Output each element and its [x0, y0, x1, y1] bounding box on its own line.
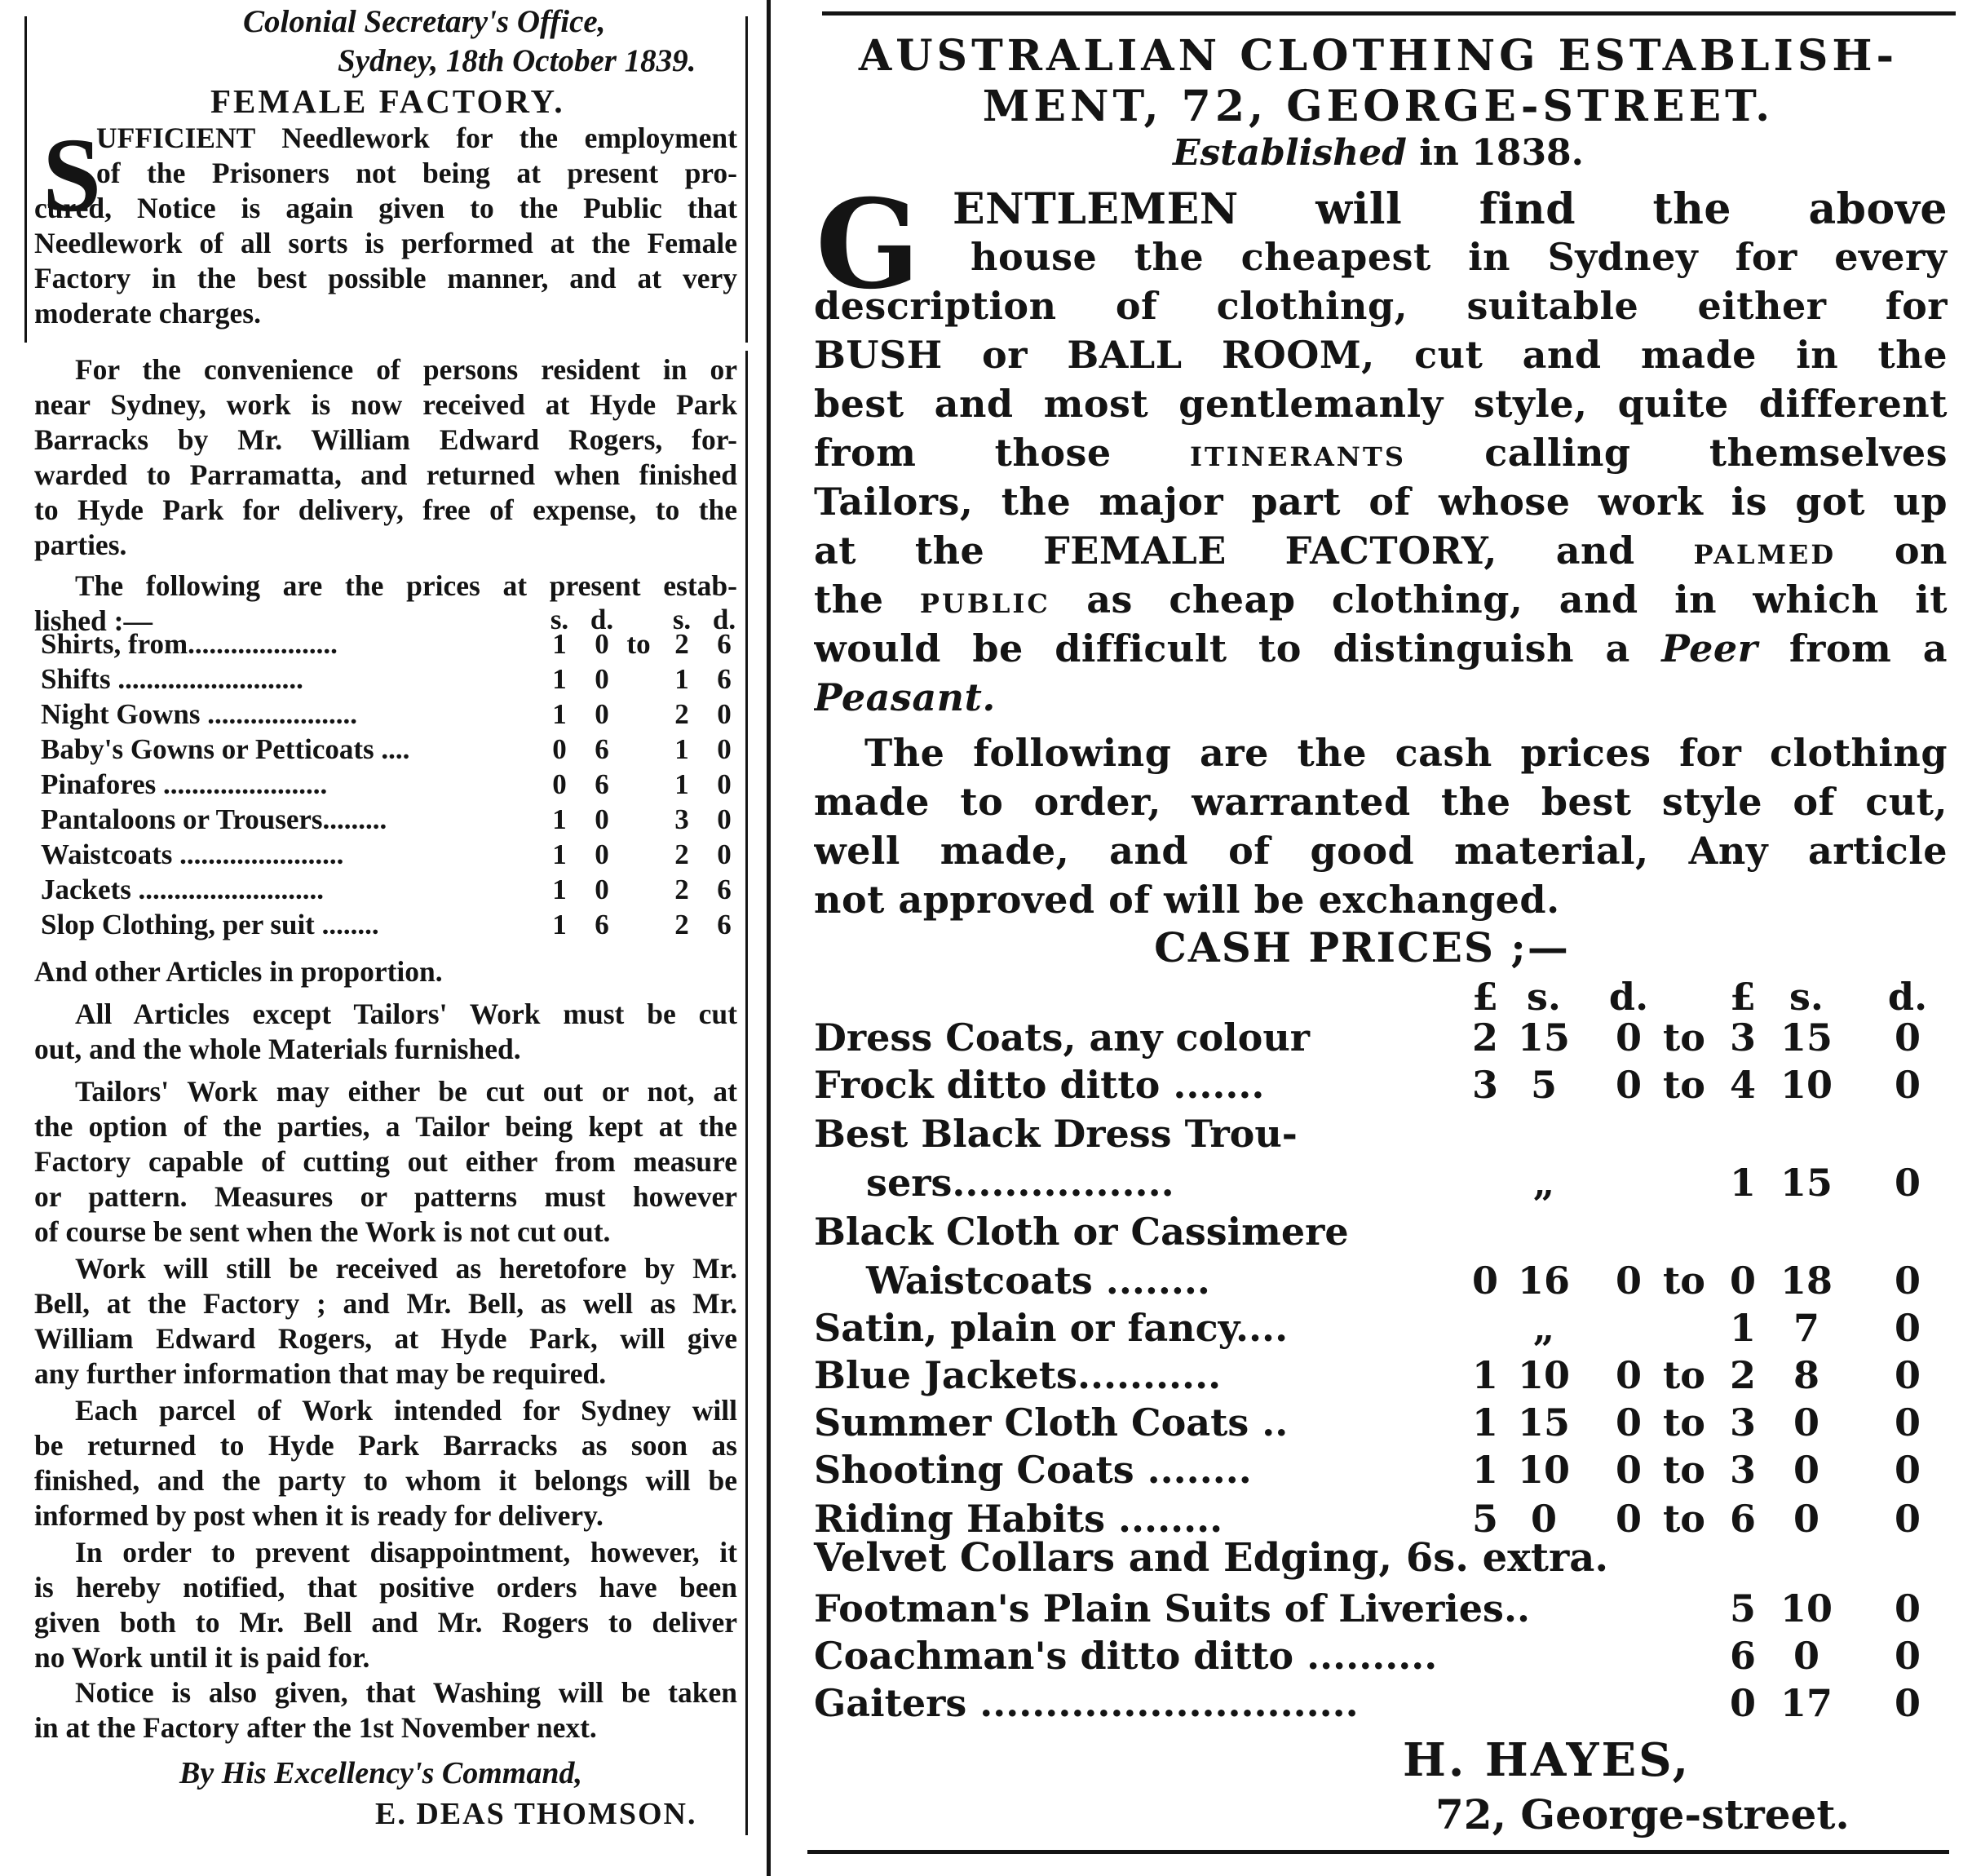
text-line: Notice is also given, that Washing will be taken	[75, 1676, 737, 1709]
cash-s2: 0	[1793, 1400, 1819, 1445]
text-line: lished :—	[34, 604, 153, 637]
price-d2: 0	[717, 838, 732, 870]
price-s1: 0	[552, 768, 567, 800]
cash-row	[807, 1210, 1957, 1257]
cash-l: 6	[1729, 1634, 1756, 1678]
female-factory-notice	[34, 0, 737, 1876]
cash-row	[807, 1015, 1957, 1063]
text-line: moderate charges.	[34, 297, 261, 330]
text-line: Needlework of all sorts is performed at the Female	[34, 227, 737, 259]
cash-row	[807, 1400, 1957, 1448]
command-line: By His Excellency's Command,	[179, 1756, 582, 1790]
text-line: All Articles except Tailors' Work must be cut	[75, 998, 737, 1030]
cash-l1: 1	[1471, 1400, 1498, 1445]
text-line: For the convenience of persons resident in or	[75, 353, 737, 386]
text-line: Barracks by Mr. William Edward Rogers, for-	[34, 423, 737, 456]
cash-l2: 2	[1729, 1353, 1756, 1397]
price-item: Shirts, from.....................	[41, 628, 338, 660]
price-d1: 6	[595, 909, 609, 940]
cash-l2: 0	[1729, 1259, 1756, 1303]
ad-line	[814, 577, 1948, 628]
cash-s2: 15	[1780, 1015, 1833, 1060]
col-header: s.	[1789, 975, 1824, 1019]
price-s2: 1	[674, 733, 689, 765]
cash-item: Coachman's ditto ditto ..........	[814, 1634, 1438, 1678]
price-row	[41, 698, 742, 733]
cash-s2: 18	[1780, 1259, 1833, 1303]
cash-s1: 0	[1530, 1497, 1557, 1541]
cash-item: Satin, plain or fancy....	[814, 1306, 1289, 1350]
cash-l2: 6	[1729, 1497, 1756, 1541]
text-line: given both to Mr. Bell and Mr. Rogers to deliver	[34, 1606, 737, 1639]
cash-s2: 8	[1793, 1353, 1819, 1397]
text-line: parties.	[34, 529, 127, 561]
ad-line: ENTLEMEN will find the above	[953, 184, 1948, 234]
price-item: Pinafores .......................	[41, 768, 328, 800]
price-d1: 6	[595, 733, 609, 765]
cash-s: 17	[1780, 1681, 1833, 1725]
price-d2: 6	[717, 628, 732, 660]
ad-text: PUBLIC	[919, 588, 1050, 619]
cash-row	[807, 1448, 1957, 1495]
price-d2: 6	[717, 874, 732, 905]
price-item: Waistcoats .......................	[41, 838, 344, 870]
ad-line: description of clothing, suitable either for	[814, 284, 1948, 328]
cash-d2: 0	[1894, 1063, 1921, 1107]
col-header: £	[1471, 975, 1498, 1019]
cash-s1: 5	[1530, 1063, 1557, 1107]
cash-d1: 0	[1615, 1353, 1642, 1397]
text-line: Factory capable of cutting out either from measure	[34, 1145, 737, 1178]
cash-s2: 15	[1780, 1161, 1833, 1205]
price-d1: 0	[595, 803, 609, 835]
text-line: Bell, at the Factory ; and Mr. Bell, as well as Mr.	[34, 1287, 737, 1320]
text-line: William Edward Rogers, at Hyde Park, will give	[34, 1322, 737, 1355]
cash-s1: 16	[1517, 1259, 1570, 1303]
cash-d1: 0	[1615, 1015, 1642, 1060]
price-s1: 1	[552, 803, 567, 835]
col-header: d.	[590, 604, 614, 635]
text-line: or pattern. Measures or patterns must however	[34, 1180, 737, 1213]
cash-l1: 1	[1471, 1353, 1498, 1397]
col-header: d.	[712, 604, 736, 635]
cash-row	[807, 1634, 1957, 1681]
cash-d: 0	[1894, 1681, 1921, 1725]
price-d2: 6	[717, 663, 732, 695]
col-header: d.	[1608, 975, 1649, 1019]
price-s1: 1	[552, 874, 567, 905]
text-line: warded to Parramatta, and returned when finished	[34, 458, 737, 491]
ad-line: Peasant.	[814, 675, 996, 719]
cash-item: Waistcoats ........	[814, 1259, 1210, 1303]
cash-s2: 7	[1793, 1306, 1819, 1350]
text-line: Factory in the best possible manner, and at very	[34, 262, 737, 294]
price-d1: 0	[595, 838, 609, 870]
cash-s2: 0	[1793, 1497, 1819, 1541]
cash-item: Frock ditto ditto .......	[814, 1063, 1265, 1107]
column-rule	[745, 351, 748, 1835]
price-d2: 0	[717, 803, 732, 835]
col-header: s.	[1527, 975, 1561, 1019]
price-d2: 0	[717, 698, 732, 730]
office-line-2: Sydney, 18th October 1839.	[338, 43, 696, 78]
cash-item: Blue Jackets...........	[814, 1353, 1222, 1397]
text-line: In order to prevent disappointment, however, it	[75, 1536, 737, 1568]
ad-text: calling themselves	[1484, 431, 1948, 475]
ad-line: BUSH or BALL ROOM, cut and made in the	[814, 333, 1948, 377]
cash-item: Gaiters .............................	[814, 1681, 1359, 1725]
ad-headline-2: MENT, 72, GEORGE-STREET.	[982, 82, 1775, 131]
price-d1: 0	[595, 874, 609, 905]
cash-d2: 0	[1894, 1448, 1921, 1492]
ad-line: house the cheapest in Sydney for every	[971, 235, 1948, 279]
price-s2: 2	[674, 874, 689, 905]
price-item: Baby's Gowns or Petticoats ....	[41, 733, 410, 765]
cash-row	[807, 1161, 1957, 1208]
price-row	[41, 663, 742, 698]
top-rule	[822, 11, 1956, 15]
price-s1: 1	[552, 838, 567, 870]
price-d1: 0	[595, 663, 609, 695]
text-line: Tailors' Work may either be cut out or not, at	[75, 1075, 737, 1108]
cash-l2: 3	[1729, 1400, 1756, 1445]
established-year: in 1838.	[1419, 132, 1584, 174]
cash-d: 0	[1894, 1586, 1921, 1630]
velvet-line: Velvet Collars and Edging, 6s. extra.	[814, 1535, 1609, 1581]
cash-s1: 10	[1517, 1448, 1570, 1492]
cash-l1: 5	[1471, 1497, 1498, 1541]
ad-text: Peer	[1661, 626, 1758, 670]
col-header: £	[1729, 975, 1756, 1019]
clothing-advertisement	[807, 0, 1972, 1876]
price-to: to	[626, 628, 651, 660]
ad-line	[814, 626, 1948, 677]
cash-s2: 10	[1780, 1063, 1833, 1107]
price-item: Pantaloons or Trousers.........	[41, 803, 387, 835]
cash-row	[807, 1112, 1957, 1159]
text-line: to Hyde Park for delivery, free of expense, to the	[34, 493, 737, 526]
text-line: any further information that may be required.	[34, 1357, 607, 1390]
price-row	[41, 733, 742, 768]
ad-headline-1: AUSTRALIAN CLOTHING ESTABLISH-	[858, 31, 1899, 81]
drop-cap: G	[816, 173, 921, 316]
cash-d2: 0	[1894, 1259, 1921, 1303]
text-line: informed by post when it is ready for delivery.	[34, 1499, 604, 1532]
price-s2: 2	[674, 698, 689, 730]
price-row	[41, 768, 742, 803]
cash-d2: 0	[1894, 1306, 1921, 1350]
cash-s1: 10	[1517, 1353, 1570, 1397]
notice-title: FEMALE FACTORY.	[210, 82, 565, 120]
advertiser-name: H. HAYES,	[1403, 1733, 1691, 1787]
cash-to: to	[1663, 1497, 1705, 1541]
cash-item: Summer Cloth Coats ..	[814, 1400, 1289, 1445]
cash-l1: 0	[1471, 1259, 1498, 1303]
price-item: Shifts ..........................	[41, 663, 303, 695]
office-line-1: Colonial Secretary's Office,	[243, 4, 606, 39]
ad-line: best and most gentlemanly style, quite different	[814, 382, 1948, 426]
price-s2: 2	[674, 628, 689, 660]
cash-d1: 0	[1615, 1448, 1642, 1492]
cash-to: to	[1663, 1448, 1705, 1492]
cash-row	[807, 1259, 1957, 1306]
cash-d: 0	[1894, 1634, 1921, 1678]
ad-line: not approved of will be exchanged.	[814, 878, 1560, 922]
price-d2: 6	[717, 909, 732, 940]
page-divider	[767, 0, 771, 1876]
cash-l1: 3	[1471, 1063, 1498, 1107]
cash-s: 10	[1780, 1586, 1833, 1630]
bottom-rule	[807, 1850, 1949, 1854]
price-s2: 3	[674, 803, 689, 835]
drop-cap: S	[42, 117, 102, 234]
cash-d2: 0	[1894, 1400, 1921, 1445]
cash-l2: 1	[1729, 1306, 1756, 1350]
ad-text: the	[814, 577, 884, 622]
cash-d2: 0	[1894, 1161, 1921, 1205]
cash-d2: 0	[1894, 1497, 1921, 1541]
column-rule	[24, 16, 27, 343]
price-d1: 0	[595, 698, 609, 730]
cash-to: to	[1663, 1259, 1705, 1303]
cash-prices-title: CASH PRICES ;—	[1154, 923, 1570, 971]
price-s2: 2	[674, 838, 689, 870]
cash-s: 0	[1793, 1634, 1819, 1678]
text-line: UFFICIENT Needlework for the employment	[96, 122, 737, 154]
price-s2: 1	[674, 663, 689, 695]
ad-text: would be difficult to distinguish a	[814, 626, 1630, 670]
ad-text: as cheap clothing, and in which it	[1086, 577, 1948, 622]
text-line: finished, and the party to whom it belongs will be	[34, 1464, 737, 1497]
cash-to: to	[1663, 1063, 1705, 1107]
cash-to: to	[1663, 1015, 1705, 1060]
price-row	[41, 874, 742, 909]
established-label: Established	[1173, 132, 1407, 174]
cash-l2: 3	[1729, 1448, 1756, 1492]
ad-line	[814, 529, 1948, 579]
ad-text: from a	[1789, 626, 1948, 670]
cash-l1: 1	[1471, 1448, 1498, 1492]
column-rule	[745, 16, 748, 343]
price-row	[41, 909, 742, 944]
cash-d1: 0	[1615, 1063, 1642, 1107]
ad-text: ITINERANTS	[1189, 441, 1406, 472]
price-d1: 6	[595, 768, 609, 800]
text-line: near Sydney, work is now received at Hyde Park	[34, 388, 737, 421]
cash-s1: 15	[1517, 1400, 1570, 1445]
price-row	[41, 628, 742, 663]
cash-row	[807, 1681, 1957, 1728]
text-line: of course be sent when the Work is not cut out.	[34, 1215, 611, 1248]
cash-l2: 1	[1729, 1161, 1756, 1205]
text-line: of the Prisoners not being at present pro-	[96, 157, 737, 189]
cash-l: 5	[1729, 1586, 1756, 1630]
cash-d2: 0	[1894, 1353, 1921, 1397]
cash-to: to	[1663, 1400, 1705, 1445]
price-item: Night Gowns .....................	[41, 698, 357, 730]
text-line: be returned to Hyde Park Barracks as soon as	[34, 1429, 737, 1462]
cash-item: Dress Coats, any colour	[814, 1015, 1310, 1060]
ad-text: at the FEMALE FACTORY, and	[814, 529, 1635, 573]
cash-item: Riding Habits ........	[814, 1497, 1223, 1541]
price-d1: 0	[595, 628, 609, 660]
price-d2: 0	[717, 768, 732, 800]
text-line: out, and the whole Materials furnished.	[34, 1033, 521, 1065]
text-line: And other Articles in proportion.	[34, 955, 443, 988]
ad-line: made to order, warranted the best style of cut,	[814, 780, 1948, 824]
ad-line: Tailors, the major part of whose work is got up	[814, 480, 1948, 524]
cash-to: to	[1663, 1353, 1705, 1397]
text-line: Each parcel of Work intended for Sydney will	[75, 1394, 737, 1427]
text-line: is hereby notified, that positive orders have been	[34, 1571, 737, 1604]
price-s1: 1	[552, 909, 567, 940]
price-s1: 1	[552, 663, 567, 695]
price-d2: 0	[717, 733, 732, 765]
col-header: s.	[672, 604, 692, 635]
cash-item: Footman's Plain Suits of Liveries..	[814, 1586, 1530, 1630]
cash-item: Best Black Dress Trou-	[814, 1112, 1298, 1156]
cash-d2: 0	[1894, 1015, 1921, 1060]
cash-d1: 0	[1615, 1259, 1642, 1303]
cash-row	[807, 1063, 1957, 1110]
text-line: in at the Factory after the 1st November next.	[34, 1711, 597, 1744]
price-row	[41, 803, 742, 838]
advertiser-address: 72, George-street.	[1435, 1790, 1850, 1838]
cash-item: Shooting Coats ........	[814, 1448, 1252, 1492]
cash-row	[807, 1306, 1957, 1353]
ad-line: The following are the cash prices for clothing	[864, 731, 1948, 775]
cash-l2: 3	[1729, 1015, 1756, 1060]
text-line: cured, Notice is again given to the Public that	[34, 192, 737, 224]
ad-text: from those	[814, 431, 1112, 475]
cash-item: sers.................	[814, 1161, 1174, 1205]
text-line: the option of the parties, a Tailor being kept at the	[34, 1110, 737, 1143]
text-line: Work will still be received as heretofore by Mr.	[75, 1252, 737, 1285]
price-s1: 1	[552, 698, 567, 730]
cash-item: Black Cloth or Cassimere	[814, 1210, 1349, 1254]
cash-l1: 2	[1471, 1015, 1498, 1060]
ad-text: PALMED	[1693, 539, 1837, 570]
price-s2: 1	[674, 768, 689, 800]
ad-line	[814, 431, 1948, 481]
col-header: d.	[1887, 975, 1928, 1019]
price-item: Jackets ..........................	[41, 874, 325, 905]
ad-line: well made, and of good material, Any article	[814, 829, 1948, 873]
price-s2: 2	[674, 909, 689, 940]
cash-s1: „	[1532, 1306, 1555, 1350]
cash-l: 0	[1729, 1681, 1756, 1725]
cash-d1: 0	[1615, 1497, 1642, 1541]
signature: E. DEAS THOMSON.	[375, 1797, 697, 1831]
cash-l2: 4	[1729, 1063, 1756, 1107]
text-line: The following are the prices at present estab-	[75, 569, 737, 602]
cash-s1: „	[1532, 1161, 1555, 1205]
col-header: s.	[550, 604, 569, 635]
price-s1: 1	[552, 628, 567, 660]
cash-d1: 0	[1615, 1400, 1642, 1445]
price-item: Slop Clothing, per suit ........	[41, 909, 379, 940]
cash-s1: 15	[1517, 1015, 1570, 1060]
cash-row	[807, 1353, 1957, 1400]
cash-row	[807, 1586, 1957, 1634]
cash-s2: 0	[1793, 1448, 1819, 1492]
ad-text: on	[1894, 529, 1948, 573]
price-s1: 0	[552, 733, 567, 765]
established-line	[807, 132, 1949, 174]
text-line: no Work until it is paid for.	[34, 1641, 370, 1674]
price-row	[41, 838, 742, 874]
